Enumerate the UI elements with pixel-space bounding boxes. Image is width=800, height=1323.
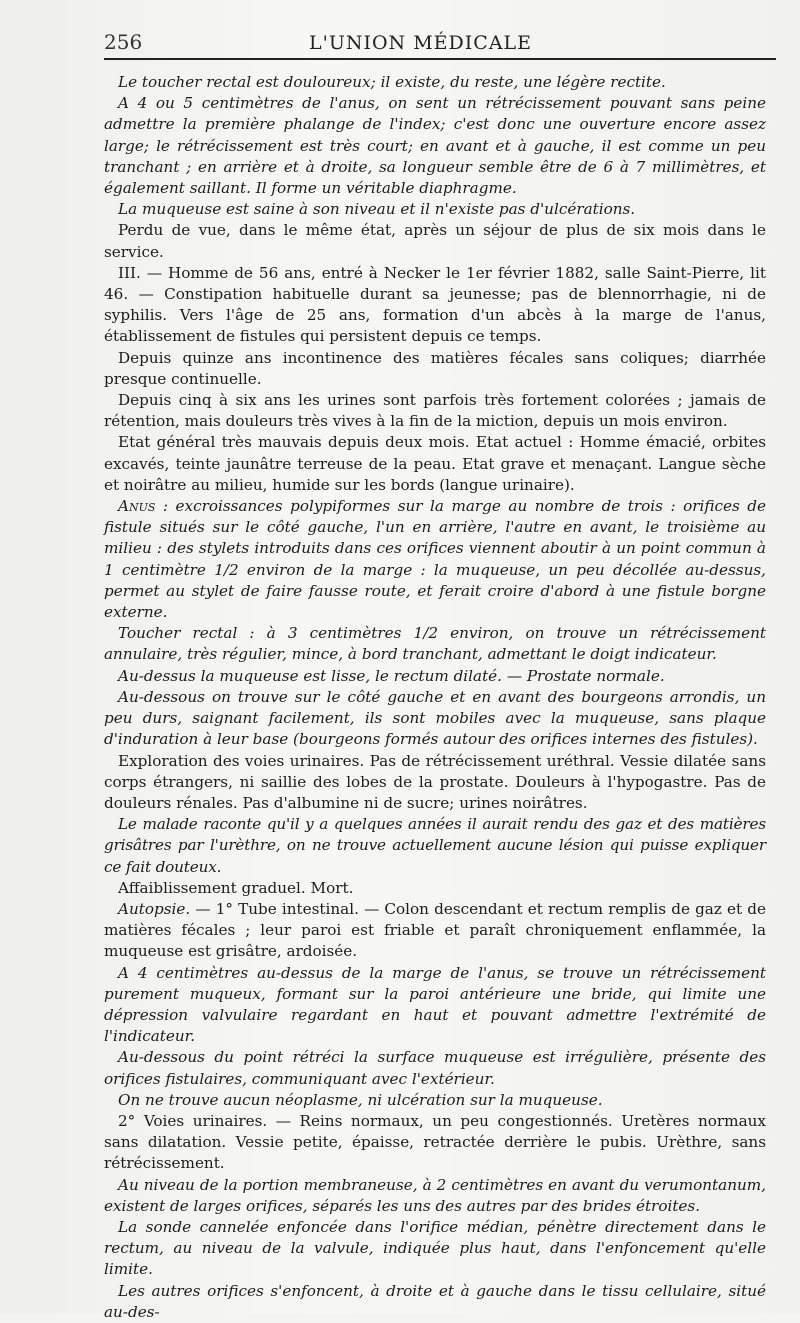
paragraph-stricture-description: A 4 ou 5 centimètres de l'anus, on sent un rétrécissement pouvant sans peine admettre la première phalange de l'index; c'est donc une ouverture encore assez large; le rétrécissement est très court; en avant et à gauche, il est comme un peu tranchant ; en arrière et à droite, sa longueur semble être de 6 à 7 millimètres, et également saillant. Il forme un véritable diaphragme. — [104, 94, 766, 198]
paragraph-rectal-exam: Le toucher rectal est douloureux; il existe, du reste, une légère rectite. — [118, 73, 666, 91]
paragraph-membranous-portion: Au niveau de la portion membraneuse, à 2 centimètres en avant du verumontanum, existent de larges orifices, séparés les uns des autres par des brides étroites. — [104, 1175, 766, 1215]
paragraph-below: Au-dessous on trouve sur le côté gauche et en avant des bourgeons arrondis, un peu durs, saignant facilement, ils sont mobiles avec la muqueuse, sans plaque d'induration à leur base (bourgeons formés autour des orifices internes des fistules). — [104, 687, 766, 749]
paragraph-grooved-probe: La sonde cannelée enfoncée dans l'orifice médian, pénètre directement dans le rectum, au niveau de la valvule, indiquée plus haut, dans l'enfoncement qu'elle limite. — [104, 1217, 766, 1279]
paragraph-urines: Depuis cinq à six ans les urines sont parfois très fortement colorées ; jamais de rétention, mais douleurs très vives à la fin de la miction, depuis un mois environ. — [104, 391, 766, 431]
paragraph-urinary-tract: 2° Voies urinaires. — Reins normaux, un peu congestionnés. Uretères normaux sans dilatation. Vessie petite, épaisse, retractée derrière le pubis. Urèthre, sans rétrécissement. — [104, 1111, 766, 1173]
article-body — [104, 72, 766, 1323]
paragraph-patient-report: Le malade raconte qu'il y a quelques années il aurait rendu des gaz et des matières grisâtres par l'urèthre, on ne trouve actuellement aucune lésion qui puisse expliquer ce fait douteux. — [104, 815, 766, 876]
paragraph-toucher-rectal: Toucher rectal : à 3 centimètres 1/2 environ, on trouve un rétrécissement annulaire, très régulier, mince, à bord tranchant, admettant le doigt indicateur. — [104, 624, 766, 664]
paragraph-autopsy — [104, 899, 766, 963]
paragraph-other-orifices: Les autres orifices s'enfoncent, à droite et à gauche dans le tissu cellulaire, situé au-des- — [104, 1281, 766, 1321]
anus-lead: Anus — [118, 497, 156, 516]
paragraph-case-three-intro: III. — Homme de 56 ans, entré à Necker le 1er février 1882, salle Saint-Pierre, lit 46. — Constipation habituelle durant sa jeunesse; pas de blennorrhagie, ni de syphilis. Vers l'âge de 25 ans, formation d'un abcès à la marge de l'anus, établissement de fistules qui persistent depuis ce temps. — [104, 263, 766, 346]
autopsy-text: — 1° Tube intestinal. — Colon descendant et rectum remplis de gaz et de matières fécales ; leur paroi est friable et paraît chroniquement enflammée, la muqueuse est grisâtre, ardoisée. — [104, 899, 766, 961]
paragraph-decline: Affaiblissement graduel. Mort. — [118, 878, 354, 897]
paragraph-lost-to-follow-up: Perdu de vue, dans le même état, après un séjour de plus de six mois dans le service. — [104, 221, 766, 261]
paragraph-anus — [104, 496, 766, 623]
anus-text: : excroissances polypiformes sur la marge au nombre de trois : orifices de fistule situés sur le côté gauche, l'un en arrière, l'autre en avant, le troisième au milieu : des stylets introduits dans ces orifices viennent aboutir à un point commun à 1 centimètre 1/2 environ de la marge : la muqueuse, un peu décollée au-dessus, permet au stylet de faire fausse route, et ferait croire d'abord à une fistule borgne externe. — [104, 497, 766, 622]
paragraph-fistular-orifices: Au-dessous du point rétréci la surface muqueuse est irrégulière, présente des orifices fistulaires, communiquant avec l'extérieur. — [104, 1048, 766, 1088]
autopsy-lead: Autopsie. — [118, 899, 191, 918]
paragraph-incontinence: Depuis quinze ans incontinence des matières fécales sans coliques; diarrhée presque continuelle. — [104, 348, 766, 388]
page-number: 256 — [104, 30, 143, 54]
paragraph-general-state: Etat général très mauvais depuis deux mois. Etat actuel : Homme émacié, orbites excavés, teinte jaunâtre terreuse de la peau. Etat grave et menaçant. Langue sèche et noirâtre au milieu, humide sur les bords (langue urinaire). — [104, 433, 766, 494]
running-title: L'UNION MÉDICALE — [309, 32, 533, 54]
page-header — [104, 30, 776, 60]
paragraph-urinary-exploration: Exploration des voies urinaires. Pas de rétrécissement uréthral. Vessie dilatée sans corps étrangers, ni saillie des lobes de la prostate. Douleurs à l'hypogastre. Pas de douleurs rénales. Pas d'albumine ni de sucre; urines noirâtres. — [104, 751, 766, 812]
paragraph-mucous-stricture: A 4 centimètres au-dessus de la marge de l'anus, se trouve un rétrécissement purement muqueux, formant sur la paroi antérieure une bride, qui limite une dépression valvulaire regardant en haut et pouvant admettre l'extrémité de l'indicateur. — [104, 963, 766, 1046]
paragraph-above: Au-dessus la muqueuse est lisse, le rectum dilaté. — Prostate normale. — [118, 666, 665, 685]
paragraph-mucosa: La muqueuse est saine à son niveau et il n'existe pas d'ulcérations. — [118, 200, 636, 219]
paragraph-no-neoplasm: On ne trouve aucun néoplasme, ni ulcération sur la muqueuse. — [118, 1090, 603, 1109]
